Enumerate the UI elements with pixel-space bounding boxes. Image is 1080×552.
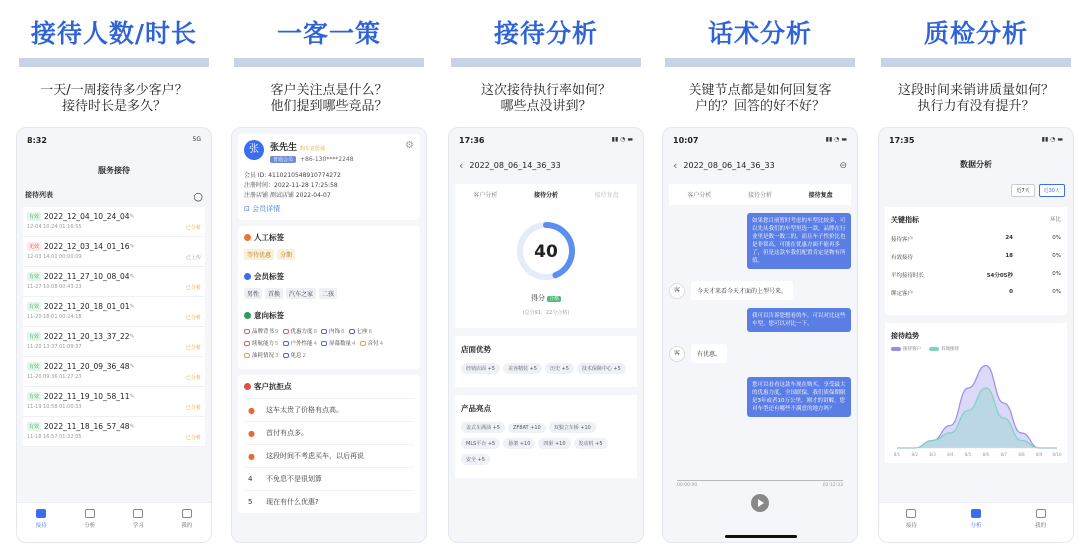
warning-icon — [244, 383, 251, 390]
record-time — [27, 374, 82, 381]
status-bar: 10:07 ▮▮ ◔ ▬ — [673, 136, 847, 145]
panel-description: 一天/一周接待多少客户？ 接待时长是多久？ — [40, 83, 188, 114]
intent-count: 2 — [302, 353, 307, 359]
panel-description: 这段时间来销讲质量如何？ 执行力有没有提升？ — [897, 83, 1054, 114]
highlight-pill: 盖式车满油 +5 — [461, 422, 505, 433]
score-value: 40 — [534, 242, 558, 262]
tab-bar — [879, 502, 1073, 542]
record-time — [27, 434, 82, 441]
intent-label: 屏幕数量 — [329, 341, 352, 347]
title-underline — [19, 58, 209, 67]
intent-count: 9 — [275, 329, 279, 335]
member-tag: 汽车之家 — [286, 288, 316, 299]
objection-item — [244, 421, 414, 444]
kpi-change: 0% — [1052, 289, 1061, 295]
status-text: 已分析 — [185, 435, 201, 441]
phone-screen-customer-profile — [231, 127, 427, 543]
reception-list — [17, 207, 211, 447]
kpi-label: 平均接待时长 — [891, 273, 925, 279]
intent-label: 七座 — [356, 329, 368, 335]
back-icon[interactable]: ‹ — [673, 159, 678, 172]
more-icon[interactable]: ⊖ — [839, 160, 847, 171]
member-detail-link[interactable]: ⊡ 会员详情 — [244, 205, 281, 213]
intent-tag — [244, 339, 279, 347]
highlight-pill: ZF8AT +10 — [508, 423, 546, 433]
chat-icon — [283, 341, 289, 346]
avatar: 张 — [244, 140, 264, 160]
validity-badge: 有效 — [29, 214, 40, 220]
item-meta-row — [27, 434, 201, 441]
status-bar: 17:35 ▮▮ ◔ ▬ — [889, 136, 1063, 145]
item-title-row — [27, 332, 201, 341]
kpi-row — [891, 271, 1061, 279]
record-title: 2022_08_06_14_36_33 — [469, 161, 561, 170]
kpi-label: 接待客户 — [891, 237, 914, 243]
kpi-value: 18 — [1005, 253, 1013, 259]
title-underline — [451, 58, 641, 67]
highlight-pill: 安全 +5 — [461, 454, 490, 465]
record-time — [27, 344, 82, 351]
battery-icon: ▮▮ ◔ ▬ — [1041, 136, 1063, 143]
status-text: 已分析 — [185, 225, 201, 231]
objection-text: 现在有什么优惠? — [266, 498, 319, 506]
item-meta-row — [27, 314, 201, 321]
intent-tags — [244, 327, 414, 363]
kpi-row — [891, 253, 1061, 261]
intent-label: 户外性能 — [290, 341, 313, 347]
record-date: 11-19 10:58 — [27, 404, 58, 410]
status-bar: 17:36 ▮▮ ◔ ▬ — [459, 136, 633, 145]
validity-badge: 有效 — [29, 304, 40, 310]
record-date: 12-03 14:01 — [27, 254, 58, 260]
sales-bubble: 您可以看看这款车现在购买，享受最大的优惠力度，全国联保，我们质保期限是3年或者10万公里，刚才的讲解，您对车型还有哪些不满意的地方吗？ — [747, 377, 851, 417]
status-text: 已上传 — [185, 255, 201, 261]
record-time — [27, 284, 82, 291]
tab-reception-analysis[interactable]: 接待分析 — [533, 192, 558, 199]
chat-icon — [244, 329, 250, 334]
search-icon[interactable]: ○ — [193, 190, 203, 203]
intent-tag — [283, 327, 318, 335]
tag-icon — [244, 273, 251, 280]
home-icon — [36, 509, 46, 518]
intent-count: 4 — [352, 341, 356, 347]
highlight-pill: 技术保障中心 +5 — [577, 363, 626, 374]
record-duration: 00:00:09 — [59, 254, 82, 260]
panel-title: 质检分析 — [923, 19, 1028, 48]
intent-label: 品牌背书 — [252, 329, 275, 335]
edit-icon[interactable]: ✎ — [129, 333, 135, 340]
legend-item: 接待客户 — [891, 346, 921, 352]
record-name: 2022_12_04_10_24_04 — [44, 212, 130, 221]
highlight-pill: 历史 +5 — [545, 363, 574, 374]
record-date: 11-27 10:08 — [27, 284, 58, 290]
edit-icon[interactable]: ✎ — [129, 363, 135, 370]
battery-icon: ▮▮ ◔ ▬ — [825, 136, 847, 143]
status-text: 已分析 — [185, 375, 201, 381]
highlight-pill: 发动机 +5 — [574, 438, 608, 449]
customer-card — [238, 134, 420, 220]
tab-analysis[interactable]: 分析 — [970, 509, 981, 542]
settings-icon[interactable]: ⚙ — [405, 140, 414, 151]
list-header: 接待列表 ○ — [25, 190, 203, 203]
intent-label: 优惠力度 — [290, 329, 313, 335]
kpi-card — [885, 207, 1067, 315]
panel-quality-analysis — [876, 0, 1076, 552]
validity-badge: 有效 — [29, 364, 40, 370]
audio-progress[interactable]: 00:00:00 02:12:33 — [677, 480, 843, 488]
tab-learning[interactable]: 学习 — [133, 509, 144, 542]
intent-count: 6 — [368, 329, 373, 335]
record-name: 2022_11_20_09_36_48 — [44, 362, 130, 371]
flame-icon: ● — [248, 428, 255, 438]
highlight-pill: 经销店面 +5 — [461, 363, 500, 374]
edit-icon[interactable]: ✎ — [129, 303, 135, 310]
kpi-value: 0 — [1009, 289, 1013, 295]
score-note: (总分91，22分合格) — [522, 310, 570, 316]
panel-title: 话术分析 — [707, 19, 812, 48]
member-meta: 会员 ID: 4110210548910774272 注册时间：2022-11-28 17:25:58 注册店铺 测试店铺 2022-04-07 — [244, 172, 341, 199]
customer-avatar: 客 — [669, 283, 685, 299]
record-date: 11-20 18:01 — [27, 314, 58, 320]
customer-tag: 购车意愿强 — [300, 146, 326, 152]
record-title: 2022_08_06_14_36_33 — [683, 161, 775, 170]
intent-label: 续航能力 — [252, 341, 275, 347]
record-duration: 01:09:37 — [59, 344, 82, 350]
x-tick-label: 8/2 — [911, 452, 918, 457]
status-text: 已分析 — [185, 285, 201, 291]
intent-count: 3 — [275, 353, 279, 359]
record-name: 2022_11_18_16_57_48 — [44, 422, 130, 431]
objection-item — [244, 398, 414, 421]
customer-bubble: 有优惠。 — [691, 344, 727, 363]
intent-label: 油耗情况 — [252, 353, 275, 359]
kpi-value: 54分05秒 — [986, 273, 1013, 279]
chat-transcript — [663, 213, 857, 417]
kpi-change: 0% — [1052, 271, 1061, 277]
chat-icon — [283, 353, 289, 358]
battery-icon: ▮▮ ◔ ▬ — [611, 136, 633, 143]
record-date: 11-20 09:36 — [27, 374, 58, 380]
kpi-value: 24 — [1005, 235, 1013, 241]
objections-card: 客户抗拒点 ● 这车太贵了价格有点高。 ● 首付有点多。 ● 这段时间不考虑买车，以后再说 4 不免息不是很划算 5 现在有什么优惠? — [238, 375, 420, 513]
intent-count: 5 — [275, 341, 279, 347]
chat-icon — [283, 329, 289, 334]
kpi-change: 0% — [1052, 235, 1061, 241]
section-title: 关键指标 — [891, 216, 919, 224]
panel-reception-count — [14, 0, 214, 552]
panel-script-analysis — [660, 0, 860, 552]
record-name: 2022_11_19_10_58_11 — [44, 392, 130, 401]
intent-tag — [244, 351, 279, 359]
validity-badge: 有效 — [29, 274, 40, 280]
objection-number: 4 — [248, 475, 253, 483]
record-duration: 00:43:23 — [59, 284, 82, 290]
user-icon — [1036, 509, 1046, 518]
phone-screen-score — [448, 127, 644, 543]
intent-tag — [349, 327, 373, 335]
trend-card — [885, 323, 1067, 463]
home-indicator — [725, 535, 797, 538]
flame-icon: ● — [248, 451, 255, 461]
panel-customer-strategy — [229, 0, 429, 552]
x-tick-label: 8/7 — [1000, 452, 1007, 457]
range-30d-button[interactable]: 近30天 — [1039, 184, 1065, 197]
record-time — [27, 224, 82, 231]
tab-bar — [17, 502, 211, 542]
item-meta-row — [27, 344, 201, 351]
x-tick-label: 8/10 — [1052, 452, 1062, 457]
tag-icon — [244, 312, 251, 319]
list-item[interactable] — [23, 237, 205, 267]
store-advantage-card — [455, 336, 637, 387]
manual-tag: 分期 — [277, 249, 295, 260]
status-bar: 8:32 5G — [27, 136, 201, 145]
chat-icon — [244, 341, 250, 346]
objection-item — [244, 444, 414, 467]
member-tag: 首换 — [265, 288, 283, 299]
x-tick-label: 8/4 — [947, 452, 954, 457]
chat-icon — [360, 341, 366, 346]
item-title-row — [27, 422, 201, 431]
item-title-row — [27, 362, 201, 371]
x-tick-label: 8/3 — [929, 452, 936, 457]
play-icon[interactable] — [751, 494, 769, 512]
record-duration: 01:32:05 — [59, 434, 82, 440]
kpi-label: 有效接待 — [891, 255, 914, 261]
tab-mine[interactable]: 我的 — [1035, 509, 1046, 542]
panel-description: 客户关注点是什么？ 他们提到哪些竞品？ — [270, 83, 388, 114]
x-tick-label: 8/5 — [964, 452, 972, 457]
list-item[interactable] — [23, 207, 205, 237]
intent-count: 8 — [341, 329, 345, 335]
item-title-row — [27, 392, 201, 401]
user-icon — [182, 509, 192, 518]
highlight-pill: 悬架 +10 — [503, 438, 535, 449]
record-time — [27, 254, 82, 261]
customer-phone: +86-130****2248 — [300, 156, 354, 163]
list-item[interactable] — [23, 387, 205, 417]
panel-reception-analysis — [446, 0, 646, 552]
panel-description: 这次接待执行率如何？ 哪些点没讲到？ — [480, 83, 611, 114]
record-duration: 01:27:23 — [59, 374, 82, 380]
quality-badge: 合格 — [548, 296, 559, 302]
sales-bubble: 我可以告诉您想看的车，可以对比这些车型，您可以对比一下。 — [747, 308, 851, 332]
chat-icon — [244, 353, 250, 358]
objection-text: 这车太贵了价格有点高。 — [266, 406, 343, 414]
item-title-row — [27, 302, 201, 311]
intent-label: 免息 — [290, 353, 302, 359]
analysis-tabs — [669, 184, 851, 205]
record-duration: 00:24:18 — [59, 314, 82, 320]
item-meta-row — [27, 284, 201, 291]
nav-bar — [449, 145, 643, 172]
objection-text: 不免息不是很划算 — [266, 475, 322, 483]
item-title-row — [27, 242, 201, 251]
score-ring — [514, 219, 578, 283]
intent-tag — [321, 339, 356, 347]
list-item[interactable] — [23, 297, 205, 327]
section-title: 接待趋势 — [891, 332, 919, 340]
edit-icon[interactable]: ✎ — [129, 423, 135, 430]
back-icon[interactable]: ‹ — [459, 159, 464, 172]
member-tag: 二孩 — [319, 288, 337, 299]
tab-mine[interactable]: 我的 — [181, 509, 192, 542]
sales-bubble: 如果您目前暂时考虑的车型比较多，可以先从我们的车型里选一款，品牌在行业里是数一数二的，而且车子性价比也是非常高，可能在优惠方面不能再多了，但是这款车我们配置肯定是物有所值。 — [747, 213, 851, 269]
chat-icon — [321, 341, 327, 346]
intent-count: 4 — [313, 341, 318, 347]
intent-tag — [321, 327, 345, 335]
record-name: 2022_11_20_13_37_22 — [44, 332, 130, 341]
record-name: 2022_12_03_14_01_16 — [44, 242, 130, 251]
tab-customer-analysis[interactable]: 客户分析 — [473, 192, 498, 199]
objection-number: 5 — [248, 498, 253, 506]
panel-title: 接待人数/时长 — [30, 19, 198, 48]
phone-screen-review — [662, 127, 858, 543]
validity-badge: 无效 — [29, 244, 40, 250]
record-date: 11-20 13:37 — [27, 344, 58, 350]
panel-description: 关键节点都是如何回复客 户的？回答的好不好？ — [688, 83, 832, 114]
customer-name: 张先生 — [270, 143, 298, 153]
trend-chart — [891, 352, 1063, 462]
kpi-row — [891, 289, 1061, 297]
intent-label: 内饰 — [329, 329, 341, 335]
edit-icon[interactable]: ✎ — [129, 273, 135, 280]
legend-item: 有效接待 — [929, 346, 959, 352]
tab-analysis[interactable]: 分析 — [84, 509, 95, 542]
home-icon — [906, 509, 916, 518]
title-underline — [234, 58, 424, 67]
manual-tags-card: 人工标签 等待优惠 分期 会员标签 男性 首换 汽车之家 二孩 意向标签 品牌背书9 优惠力度8 内饰8 七座6续航能力5 户外性能4 屏幕数量4 音付4油耗情况3 免息2 — [238, 226, 420, 369]
validity-badge: 有效 — [29, 394, 40, 400]
signal-icon: 5G — [192, 136, 201, 143]
panel-title: 接待分析 — [493, 19, 598, 48]
x-tick-label: 8/1 — [893, 452, 901, 457]
kpi-label: 绑定客户 — [891, 291, 914, 297]
objection-text: 这段时间不考虑买车，以后再说 — [266, 452, 364, 460]
manual-tag: 等待优惠 — [244, 249, 274, 260]
tag-icon — [244, 234, 251, 241]
audio-player — [669, 480, 851, 520]
objection-item — [244, 467, 414, 490]
status-text: 已分析 — [185, 345, 201, 351]
record-name: 2022_11_20_18_01_01 — [44, 302, 130, 311]
item-title-row — [27, 212, 201, 221]
tab-reception[interactable]: 接待 — [906, 509, 917, 542]
customer-avatar: 客 — [669, 346, 685, 362]
book-icon — [133, 509, 143, 518]
flame-icon: ● — [248, 405, 255, 415]
tab-review[interactable]: 接待复盘 — [808, 192, 833, 199]
highlight-pill: 双独立车桥 +10 — [549, 422, 596, 433]
x-tick-label: 8/9 — [1036, 452, 1043, 457]
member-level-badge: 普通会员 — [270, 156, 296, 163]
item-meta-row — [27, 404, 201, 411]
intent-tag — [244, 327, 279, 335]
score-label: 得分 — [530, 294, 545, 302]
x-tick-label: 8/8 — [1018, 452, 1025, 457]
nav-bar — [663, 145, 857, 172]
intent-tag — [283, 351, 307, 359]
kpi-change: 0% — [1052, 253, 1061, 259]
status-text: 已分析 — [185, 405, 201, 411]
edit-icon[interactable]: ✎ — [129, 213, 135, 220]
chat-icon — [321, 329, 327, 334]
section-title: 店面优势 — [461, 345, 491, 354]
range-7d-button[interactable]: 近7天 — [1011, 184, 1034, 197]
customer-bubble: 今天才来看今天才面的上型号来。 — [691, 281, 793, 300]
intent-tag — [283, 339, 318, 347]
objection-text: 首付有点多。 — [266, 429, 308, 437]
range-selector — [879, 170, 1073, 197]
list-item[interactable] — [23, 267, 205, 297]
chart-icon — [971, 509, 981, 518]
item-title-row — [27, 272, 201, 281]
page-title: 服务接待 — [98, 166, 130, 175]
chart-icon — [85, 509, 95, 518]
product-highlight-card — [455, 395, 637, 478]
analysis-tabs — [455, 184, 637, 205]
record-duration: 01:00:33 — [59, 404, 82, 410]
record-name: 2022_11_27_10_08_04 — [44, 272, 130, 281]
record-duration: 01:16:55 — [59, 224, 82, 230]
item-meta-row — [27, 374, 201, 381]
record-time — [27, 314, 82, 321]
title-underline — [665, 58, 855, 67]
kpi-row — [891, 235, 1061, 243]
tab-reception-analysis[interactable]: 接待分析 — [747, 192, 772, 199]
tab-customer-analysis[interactable]: 客户分析 — [687, 192, 712, 199]
tab-reception[interactable]: 接待 — [36, 509, 47, 542]
record-time — [27, 404, 82, 411]
highlight-pill: 四驱 +10 — [538, 438, 570, 449]
title-underline — [881, 58, 1071, 67]
score-card — [455, 205, 637, 328]
record-date: 12-04 10:24 — [27, 224, 58, 230]
validity-badge: 有效 — [29, 334, 40, 340]
objection-item — [244, 490, 414, 513]
edit-icon[interactable]: ✎ — [129, 393, 135, 400]
intent-count: 4 — [379, 341, 384, 347]
phone-screen-data-analysis — [878, 127, 1074, 543]
mom-header: 环比 — [1049, 217, 1061, 223]
section-title: 产品亮点 — [461, 404, 491, 413]
page-title: 数据分析 — [960, 160, 992, 169]
intent-label: 音付 — [367, 341, 379, 347]
phone-screen-reception-list — [16, 127, 212, 543]
intent-tag — [360, 339, 384, 347]
member-tag: 男性 — [244, 288, 262, 299]
intent-count: 8 — [313, 329, 318, 335]
list-item[interactable] — [23, 417, 205, 447]
item-meta-row — [27, 254, 201, 261]
chat-icon — [349, 329, 355, 334]
highlight-pill: 美容精装 +5 — [503, 363, 542, 374]
edit-icon[interactable]: ✎ — [129, 243, 135, 250]
list-item[interactable] — [23, 327, 205, 357]
tab-review[interactable]: 接待复盘 — [594, 192, 619, 199]
panel-title: 一客一策 — [276, 19, 381, 48]
validity-badge: 有效 — [29, 424, 40, 430]
list-item[interactable] — [23, 357, 205, 387]
objection-list — [244, 398, 414, 513]
highlight-pill: MLS平台 +5 — [461, 438, 500, 449]
x-tick-label: 8/6 — [982, 452, 990, 457]
item-meta-row — [27, 224, 201, 231]
record-date: 11-18 16:57 — [27, 434, 58, 440]
status-text: 已分析 — [185, 315, 201, 321]
